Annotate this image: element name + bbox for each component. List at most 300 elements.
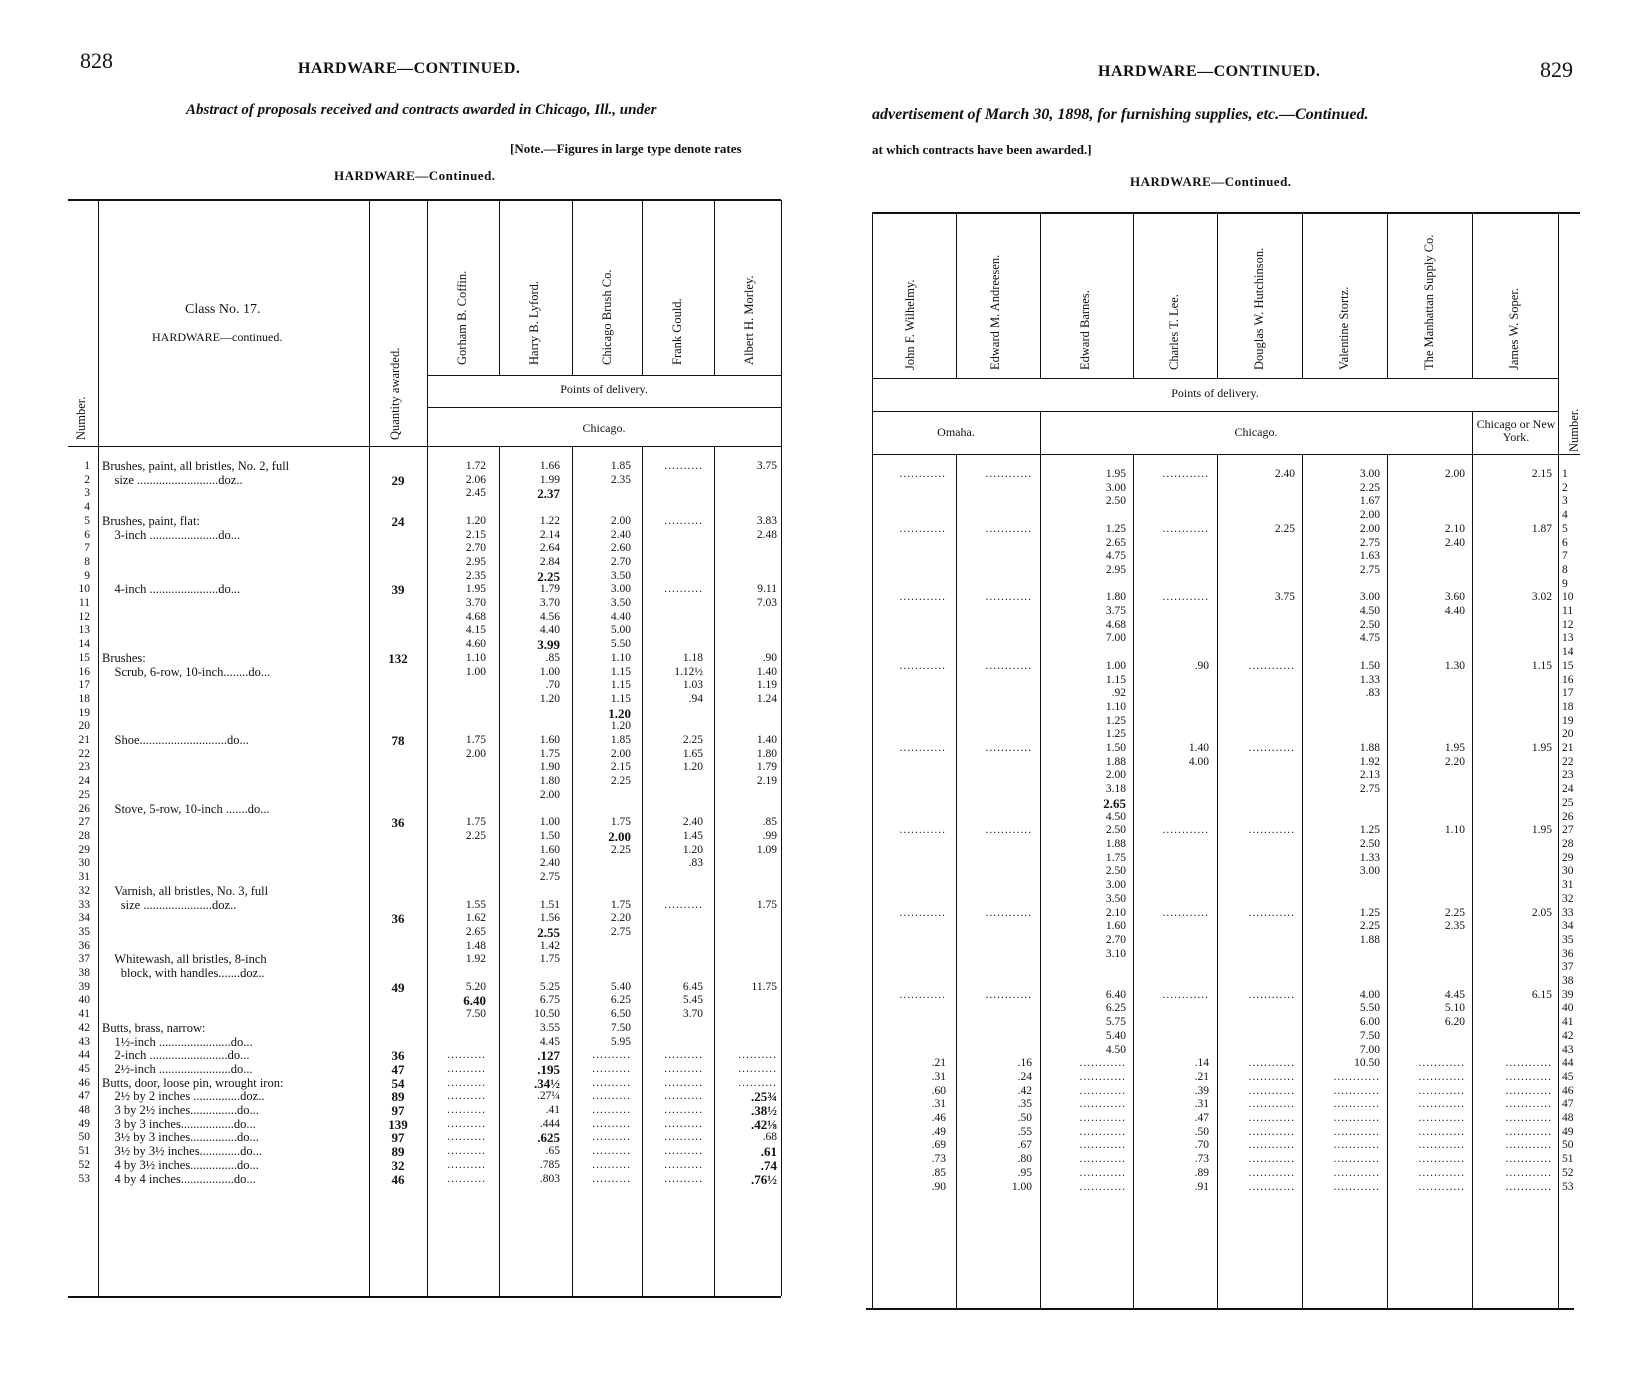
- table-cell: [717, 871, 777, 885]
- row-number: 7: [1562, 550, 1568, 563]
- table-cell: 1.95: [1531, 742, 1552, 755]
- table-cell: ............: [899, 988, 946, 1001]
- table-cell: .73: [931, 1153, 946, 1166]
- table-cell: 2.50: [1105, 865, 1126, 878]
- table-cell: 2.10: [1444, 522, 1465, 535]
- table-cell: 2.19: [756, 775, 777, 788]
- table-cell: 1.88: [1359, 742, 1380, 755]
- table-cell: .73: [1194, 1153, 1209, 1166]
- table-cell: [1476, 852, 1552, 866]
- table-cell: 1.92: [465, 953, 486, 966]
- table-cell: 2.75: [610, 925, 631, 938]
- row-number: 3: [84, 487, 90, 500]
- table-cell: ............: [985, 742, 1032, 755]
- table-cell: [1391, 632, 1465, 646]
- table-cell: [1221, 948, 1295, 962]
- bidder-name: Edward Barnes.: [1078, 290, 1092, 370]
- row-number: 50: [78, 1131, 90, 1144]
- table-cell: [1476, 865, 1552, 879]
- table-cell: 1.95: [1531, 824, 1552, 837]
- table-cell: [430, 775, 486, 789]
- item-description: [102, 789, 367, 803]
- row-number: 22: [78, 747, 90, 760]
- row-number: 28: [78, 829, 90, 842]
- table-cell: .69: [931, 1139, 946, 1152]
- row-number: 52: [1562, 1166, 1574, 1179]
- left-caption: Abstract of proposals received and contracts awarded in Chicago, Ill., under: [186, 102, 657, 118]
- table-cell: ............: [1248, 1112, 1295, 1125]
- table-cell: .46: [931, 1112, 946, 1125]
- table-cell: 3.60: [1444, 591, 1465, 604]
- table-cell: [1137, 619, 1209, 633]
- table-cell: 2.25: [1359, 481, 1380, 494]
- table-cell: 2.00: [1444, 468, 1465, 480]
- table-cell: [960, 797, 1032, 811]
- table-cell: 1.99: [539, 473, 560, 486]
- table-cell: .67: [1017, 1139, 1032, 1152]
- table-cell: [1476, 509, 1552, 523]
- table-cell: [645, 940, 703, 954]
- table-cell: [1306, 578, 1380, 592]
- class-subtitle: HARDWARE—continued.: [152, 330, 283, 344]
- table-cell: ............: [985, 659, 1032, 672]
- table-cell: [876, 811, 946, 825]
- table-cell: ..........: [592, 1076, 631, 1089]
- table-cell: [1221, 646, 1295, 660]
- item-description: [102, 597, 367, 611]
- table-cell: [1137, 852, 1209, 866]
- table-cell: [1221, 1044, 1295, 1058]
- table-cell: [717, 803, 777, 817]
- table-cell: [960, 1044, 1032, 1058]
- table-cell: .60: [931, 1084, 946, 1097]
- table-cell: [1476, 537, 1552, 551]
- table-cell: ............: [1248, 824, 1295, 837]
- item-description: size ......................doz..: [102, 897, 237, 912]
- quantity-cell: [372, 789, 424, 803]
- item-description: [102, 844, 367, 858]
- table-cell: .39: [1194, 1084, 1209, 1097]
- table-cell: 2.25: [537, 568, 560, 584]
- item-description: 3 by 3 inches.................do...: [102, 1116, 256, 1131]
- quantity-cell: [372, 487, 424, 501]
- table-cell: ............: [1505, 1166, 1552, 1179]
- table-cell: 7.00: [1105, 632, 1126, 645]
- table-cell: ............: [899, 824, 946, 837]
- table-cell: [430, 885, 486, 899]
- table-cell: ............: [1248, 906, 1295, 919]
- row-number: 29: [78, 843, 90, 856]
- bidder-name: Charles T. Lee.: [1167, 294, 1181, 370]
- table-cell: [960, 879, 1032, 893]
- item-description: [102, 679, 367, 693]
- table-cell: 5.25: [539, 980, 560, 993]
- table-cell: [1137, 1030, 1209, 1044]
- table-cell: .85: [545, 651, 560, 664]
- table-cell: 6.45: [682, 980, 703, 993]
- row-number: 44: [78, 1049, 90, 1062]
- quantity-cell: [372, 666, 424, 680]
- table-cell: [645, 926, 703, 940]
- table-cell: ............: [985, 824, 1032, 837]
- table-cell: 6.20: [1444, 1016, 1465, 1029]
- table-cell: [1137, 934, 1209, 948]
- row-number: 29: [1562, 851, 1574, 864]
- table-cell: [876, 728, 946, 742]
- quantity-cell: [372, 926, 424, 940]
- item-description: [102, 542, 367, 556]
- row-number: 50: [1562, 1139, 1574, 1152]
- table-cell: 2.13: [1359, 769, 1380, 782]
- left-vline: [572, 447, 573, 1296]
- table-cell: [960, 537, 1032, 551]
- table-cell: .83: [688, 857, 703, 870]
- quantity-cell: [372, 707, 424, 721]
- table-cell: .21: [931, 1057, 946, 1070]
- table-cell: .31: [931, 1070, 946, 1083]
- row-number: 27: [1562, 824, 1574, 837]
- table-cell: [1137, 632, 1209, 646]
- table-cell: 4.75: [1105, 550, 1126, 563]
- table-cell: 4.00: [1359, 988, 1380, 1001]
- table-cell: [1221, 811, 1295, 825]
- item-description: Brushes, paint, all bristles, No. 2, full: [102, 459, 290, 473]
- table-cell: 6.25: [610, 994, 631, 1007]
- item-description: [102, 638, 367, 652]
- row-number: 32: [78, 884, 90, 897]
- table-cell: [717, 994, 777, 1008]
- table-cell: [1221, 674, 1295, 688]
- right-andreesen-column: [960, 468, 1032, 1194]
- quantity-cell: [372, 844, 424, 858]
- left-delivery-rule: [427, 407, 781, 408]
- table-cell: 2.05: [1531, 906, 1552, 919]
- table-cell: [717, 474, 777, 488]
- table-cell: ............: [985, 906, 1032, 919]
- table-cell: 2.00: [465, 747, 486, 760]
- quantity-cell: [372, 542, 424, 556]
- table-cell: 1.03: [682, 679, 703, 692]
- table-cell: ............: [985, 988, 1032, 1001]
- table-cell: .24: [1017, 1070, 1032, 1083]
- table-cell: 4.50: [1359, 605, 1380, 618]
- row-number: 45: [1562, 1070, 1574, 1083]
- bidder-name: Frank Gould.: [670, 298, 684, 365]
- table-cell: [502, 803, 560, 817]
- table-cell: 2.50: [1105, 824, 1126, 837]
- table-cell: 1.75: [465, 816, 486, 829]
- left-vline: [714, 200, 715, 375]
- table-cell: ............: [1079, 1112, 1126, 1125]
- table-cell: [1221, 797, 1295, 811]
- table-cell: [717, 556, 777, 570]
- table-cell: ............: [1248, 1098, 1295, 1111]
- right-wilhelmy-column: [876, 468, 946, 1194]
- table-cell: [1476, 674, 1552, 688]
- table-cell: [960, 865, 1032, 879]
- table-cell: ..........: [664, 1117, 703, 1130]
- table-cell: [1391, 975, 1465, 989]
- table-cell: 1.00: [1011, 1180, 1032, 1193]
- table-cell: [1221, 934, 1295, 948]
- table-cell: 10.50: [534, 1008, 560, 1021]
- table-cell: [1476, 578, 1552, 592]
- table-cell: 1.88: [1105, 837, 1126, 850]
- table-cell: [430, 720, 486, 734]
- table-cell: 2.10: [1105, 906, 1126, 919]
- table-cell: [1391, 1044, 1465, 1058]
- table-cell: [1137, 701, 1209, 715]
- quantity-cell: [372, 529, 424, 543]
- table-cell: 6.15: [1531, 988, 1552, 1001]
- table-cell: 1.56: [539, 912, 560, 925]
- bidder-name: Chicago Brush Co.: [600, 269, 614, 365]
- table-cell: 1.10: [610, 651, 631, 664]
- table-cell: ............: [1505, 1098, 1552, 1111]
- table-cell: [645, 803, 703, 817]
- table-cell: 1.20: [608, 705, 631, 721]
- right-header-rule: [872, 454, 1580, 455]
- row-number: 36: [1562, 947, 1574, 960]
- left-vline: [714, 447, 715, 1296]
- table-cell: 1.00: [539, 665, 560, 678]
- table-cell: [502, 707, 560, 721]
- table-cell: 2.95: [1105, 563, 1126, 576]
- item-description: 2½-inch .......................do...: [102, 1061, 253, 1076]
- table-cell: ..........: [738, 1049, 777, 1062]
- table-cell: 4.75: [1359, 632, 1380, 645]
- quantity-cell: 36: [391, 815, 405, 831]
- table-cell: [1476, 893, 1552, 907]
- quantity-cell: [372, 693, 424, 707]
- table-cell: 3.50: [610, 597, 631, 610]
- table-cell: .99: [762, 829, 777, 842]
- row-number: 8: [84, 555, 90, 568]
- table-cell: [717, 1008, 777, 1022]
- left-vline: [642, 447, 643, 1296]
- table-cell: .91: [1194, 1180, 1209, 1193]
- table-cell: 4.68: [465, 610, 486, 623]
- right-vline: [1302, 455, 1303, 1308]
- table-cell: [876, 715, 946, 729]
- row-number: 25: [78, 788, 90, 801]
- table-cell: [717, 570, 777, 584]
- table-cell: [1221, 537, 1295, 551]
- row-number: 28: [1562, 837, 1574, 850]
- item-description: 3½ by 3½ inches.............do...: [102, 1144, 263, 1159]
- table-cell: [1137, 495, 1209, 509]
- table-cell: [1137, 1044, 1209, 1058]
- table-cell: 4.40: [1444, 605, 1465, 618]
- item-description: [102, 707, 367, 721]
- table-cell: 1.22: [539, 514, 560, 527]
- table-cell: .92: [1111, 687, 1126, 700]
- row-number: 25: [1562, 796, 1574, 809]
- table-cell: [1391, 961, 1465, 975]
- left-vline: [642, 200, 643, 375]
- table-cell: 1.66: [539, 460, 560, 472]
- table-cell: [575, 885, 631, 899]
- row-number: 16: [1562, 673, 1574, 686]
- quantity-cell: 54: [391, 1075, 405, 1091]
- table-cell: 2.14: [539, 528, 560, 541]
- table-cell: [1137, 893, 1209, 907]
- table-cell: ..........: [592, 1131, 631, 1144]
- item-description: [102, 857, 367, 871]
- row-number: 1: [1562, 468, 1568, 480]
- table-cell: .27¼: [537, 1090, 560, 1103]
- table-cell: .65: [545, 1145, 560, 1158]
- table-cell: 1.10: [1444, 824, 1465, 837]
- table-cell: [575, 501, 631, 515]
- table-cell: [717, 912, 777, 926]
- right-delivery-rule: [872, 411, 1558, 412]
- row-number: 3: [1562, 495, 1568, 508]
- table-cell: 5.50: [1359, 1002, 1380, 1015]
- table-cell: 3.02: [1531, 591, 1552, 604]
- table-cell: 3.10: [1105, 947, 1126, 960]
- table-cell: [1476, 797, 1552, 811]
- table-cell: [960, 975, 1032, 989]
- right-row-numbers: [1562, 468, 1586, 1194]
- table-cell: ............: [899, 468, 946, 480]
- table-cell: [1391, 934, 1465, 948]
- table-cell: [1044, 975, 1126, 989]
- table-cell: .803: [539, 1172, 560, 1185]
- right-vline: [1302, 212, 1303, 378]
- row-number: 21: [1562, 742, 1574, 755]
- table-cell: [960, 674, 1032, 688]
- table-cell: 1.75: [610, 816, 631, 829]
- item-description: [102, 693, 367, 707]
- table-cell: 2.00: [610, 747, 631, 760]
- table-cell: 2.25: [610, 843, 631, 856]
- table-cell: ............: [1079, 1098, 1126, 1111]
- row-number: 39: [1562, 988, 1574, 1001]
- table-cell: 1.85: [610, 734, 631, 747]
- table-cell: 2.65: [465, 925, 486, 938]
- quantity-cell: [372, 871, 424, 885]
- left-item-descriptions: [102, 460, 367, 1186]
- row-number: 5: [1562, 522, 1568, 535]
- table-cell: 3.70: [539, 597, 560, 610]
- table-cell: [1391, 482, 1465, 496]
- table-cell: ............: [1333, 1084, 1380, 1097]
- right-soper-column: [1476, 468, 1552, 1194]
- item-description: [102, 624, 367, 638]
- delivery-chicago-or-new-york: Chicago or New York.: [1476, 417, 1556, 444]
- table-cell: [717, 789, 777, 803]
- table-cell: [645, 1036, 703, 1050]
- quantity-cell: 47: [391, 1061, 405, 1077]
- left-table-bottom-rule: [68, 1296, 781, 1298]
- table-cell: [1221, 701, 1295, 715]
- bidder-name: John F. Wilhelmy.: [903, 279, 917, 370]
- item-description: [102, 487, 367, 501]
- table-cell: 5.10: [1444, 1002, 1465, 1015]
- row-number: 24: [1562, 783, 1574, 796]
- left-delivery-city: Chicago.: [582, 421, 626, 435]
- table-cell: [876, 948, 946, 962]
- table-cell: [876, 838, 946, 852]
- row-number: 14: [1562, 646, 1574, 659]
- table-cell: .785: [539, 1158, 560, 1171]
- left-morley-column: [717, 460, 777, 1186]
- row-number: 41: [78, 1008, 90, 1021]
- table-cell: 3.70: [682, 1008, 703, 1021]
- table-cell: [717, 940, 777, 954]
- table-cell: [876, 550, 946, 564]
- table-cell: 1.40: [1188, 742, 1209, 755]
- table-cell: [1044, 646, 1126, 660]
- table-cell: [1306, 975, 1380, 989]
- quantity-cell: [372, 953, 424, 967]
- row-number: 18: [78, 692, 90, 705]
- table-cell: 1.92: [1359, 755, 1380, 768]
- table-cell: [1476, 934, 1552, 948]
- item-description: [102, 570, 367, 584]
- table-cell: ............: [1248, 1125, 1295, 1138]
- table-cell: 4.45: [539, 1035, 560, 1048]
- right-vline: [1387, 212, 1388, 378]
- table-cell: ..........: [664, 1131, 703, 1144]
- row-number: 47: [78, 1090, 90, 1103]
- table-cell: 1.51: [539, 898, 560, 911]
- right-running-head: HARDWARE—CONTINUED.: [1098, 63, 1321, 80]
- table-cell: ..........: [592, 1117, 631, 1130]
- table-cell: [1221, 879, 1295, 893]
- table-cell: [575, 940, 631, 954]
- row-number: 45: [78, 1062, 90, 1075]
- table-cell: 2.40: [610, 528, 631, 541]
- table-cell: 1.50: [1359, 659, 1380, 672]
- table-cell: [1137, 783, 1209, 797]
- table-cell: 11.75: [751, 980, 777, 993]
- table-cell: 6.25: [1105, 1002, 1126, 1015]
- table-cell: [960, 1016, 1032, 1030]
- item-description: Brushes, paint, flat:: [102, 513, 200, 528]
- table-cell: [876, 1016, 946, 1030]
- item-description: Shoe............................do...: [102, 733, 249, 748]
- table-cell: [645, 707, 703, 721]
- table-cell: ..........: [664, 1076, 703, 1089]
- table-cell: 2.55: [537, 924, 560, 940]
- table-cell: [430, 1036, 486, 1050]
- table-cell: [1476, 687, 1552, 701]
- table-cell: 1.75: [539, 747, 560, 760]
- table-cell: ............: [1079, 1084, 1126, 1097]
- item-description: block, with handles.......doz..: [102, 966, 265, 981]
- table-cell: [430, 1022, 486, 1036]
- table-cell: [1306, 948, 1380, 962]
- table-cell: [876, 783, 946, 797]
- quantity-cell: 46: [391, 1171, 405, 1187]
- table-cell: [960, 769, 1032, 783]
- table-cell: [1221, 687, 1295, 701]
- row-number: 53: [1562, 1180, 1574, 1193]
- table-cell: [1391, 674, 1465, 688]
- right-table-bottom-rule: [866, 1308, 1574, 1310]
- table-cell: 2.40: [682, 816, 703, 829]
- table-cell: [430, 967, 486, 981]
- table-cell: 1.95: [1105, 468, 1126, 480]
- table-cell: [430, 871, 486, 885]
- table-cell: [502, 967, 560, 981]
- table-cell: ............: [1418, 1112, 1465, 1125]
- right-stortz-column: [1306, 468, 1380, 1194]
- table-cell: [876, 865, 946, 879]
- table-cell: 1.80: [756, 747, 777, 760]
